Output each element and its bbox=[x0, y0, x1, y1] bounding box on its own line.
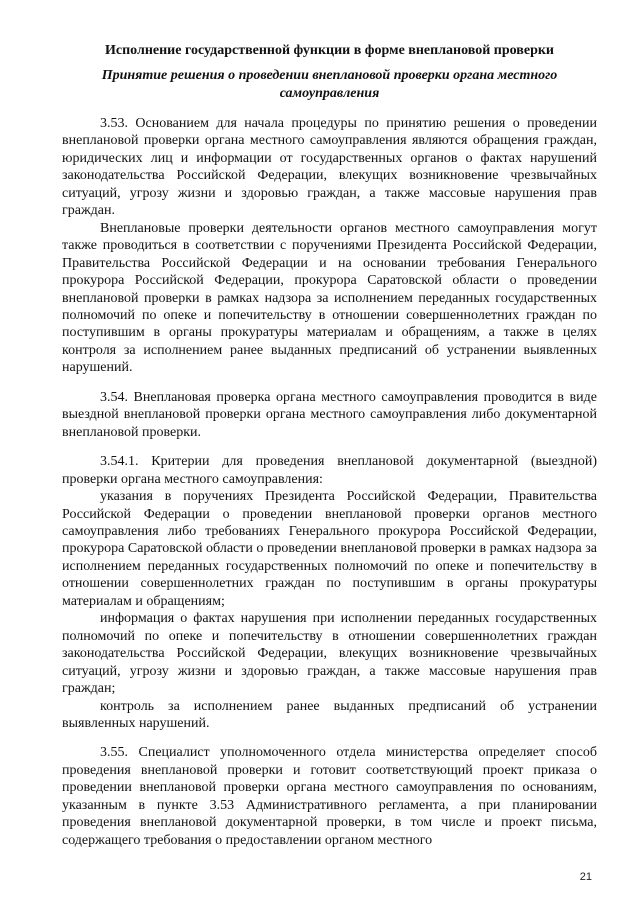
section-3-54-1 bbox=[62, 453, 597, 732]
paragraph-3-53: 3.53. Основанием для начала процедуры по принятию решения о проведении внеплановой проверки органа местного самоуправления являются обращения граждан, юридических лиц и информации от государственных органов о фактах нарушений законодательства Российской Федерации, влекущих возникновение чрезвычайных ситуаций, угрозу жизни и здоровью граждан, а также массовые нарушения прав граждан. bbox=[62, 116, 597, 219]
section-3-54 bbox=[62, 389, 597, 441]
section-3-55 bbox=[62, 744, 597, 849]
paragraph-3-54: 3.54. Внеплановая проверка органа местного самоуправления проводится в виде выездной внеплановой проверки органа местного самоуправления либо документарной внеплановой проверки. bbox=[62, 389, 597, 440]
main-title: Исполнение государственной функции в форме внеплановой проверки bbox=[104, 43, 554, 58]
criterion-violations-info: информация о фактах нарушения при исполнении переданных государственных полномочий по опеке и попечительству в отношении совершеннолетних граждан законодательства Российской Федерации, влекущих возникновение чрезвычайных ситуаций, угрозу жизни и здоровью граждан, а также массовые нарушения прав граждан; bbox=[62, 611, 597, 697]
section-subtitle: Принятие решения о проведении внеплановой проверки органа местного самоуправления bbox=[101, 68, 558, 101]
body-text bbox=[62, 115, 597, 849]
paragraph-3-54-1: 3.54.1. Критерии для проведения внеплановой документарной (выездной) проверки органа местного самоуправления: bbox=[62, 454, 597, 487]
page-number: 21 bbox=[579, 871, 592, 883]
paragraph-unplanned-inspections: Внеплановые проверки деятельности органов местного самоуправления могут также проводиться в соответствии с поручениями Президента Российской Федерации, Правительства Российской Федерации и на основании требования Генерального прокурора Российской Федерации, прокурора Саратовской области о проведении внеплановой проверки в рамках надзора за исполнением переданных государственных полномочий по опеке и попечительству в отношении совершеннолетних граждан по поступившим в органы прокуратуры материалам и обращениям, а также в целях контроля за исполнением ранее выданных предписаний об устранении выявленных нарушений. bbox=[62, 220, 597, 376]
paragraph-3-55: 3.55. Специалист уполномоченного отдела министерства определяет способ проведения внеплановой проверки и готовит соответствующий проект приказа о проведении внеплановой проверки органа местного самоуправления по основаниям, указанным в пункте 3.53 Административного регламента, а при планировании проведения внеплановой документарной проверки, в том числе и проект письма, содержащего требования о предоставлении органом местного bbox=[62, 745, 597, 848]
criterion-instructions: указания в поручениях Президента Российской Федерации, Правительства Российской Федерации о проведении внеплановой проверки органов местного самоуправления либо требованиях Генерального прокурора Российской Федерации, прокурора Саратовской области о проведении внеплановой проверки в рамках надзора за исполнением переданных государственных полномочий по опеке и попечительству в отношении совершеннолетних граждан по поступившим в органы прокуратуры материалам и обращениям; bbox=[62, 489, 597, 609]
page-content bbox=[62, 42, 597, 849]
criterion-control: контроль за исполнением ранее выданных предписаний об устранении выявленных нарушений. bbox=[62, 698, 597, 731]
section-3-53 bbox=[62, 115, 597, 377]
